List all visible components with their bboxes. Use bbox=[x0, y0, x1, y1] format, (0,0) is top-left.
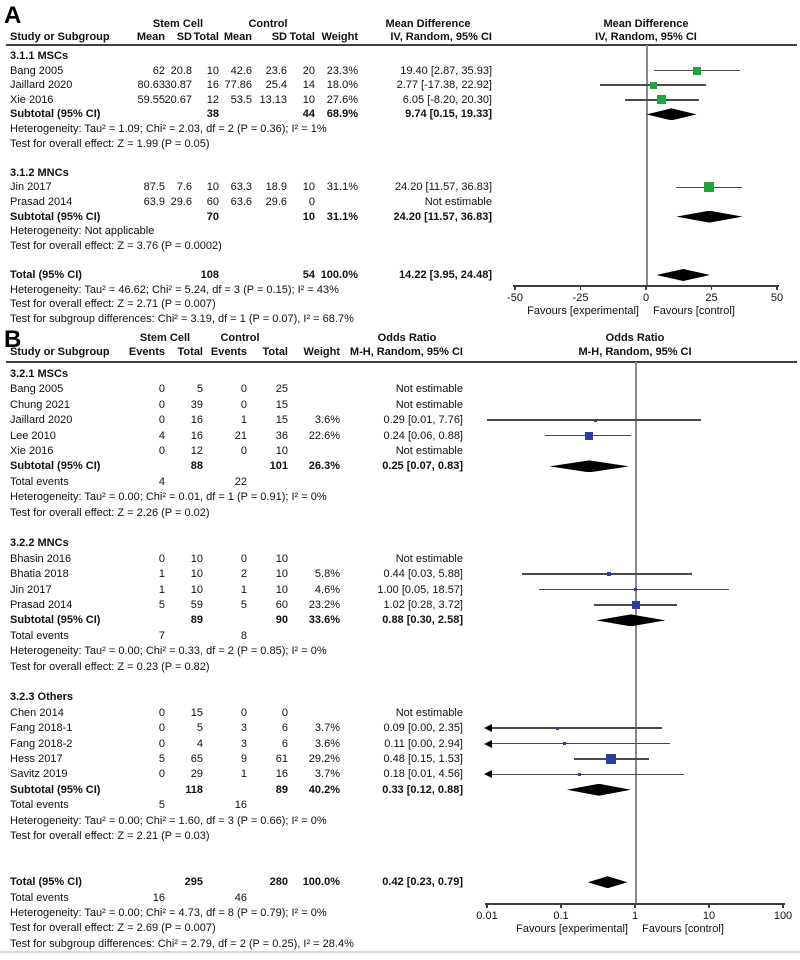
stats-text: Test for subgroup differences: Chi² = 3.19, df = 1 (P = 0.07), I² = 68.7% bbox=[10, 312, 354, 325]
cell-value: 22.6% bbox=[308, 429, 340, 442]
cell-value: 16 bbox=[190, 414, 203, 427]
panel-a-group-header-control: Control bbox=[248, 18, 288, 30]
ci-text: 0.24 [0.06, 0.88] bbox=[383, 429, 463, 442]
total-events-value: 7 bbox=[158, 629, 165, 642]
cell-value: 100.0% bbox=[302, 876, 340, 889]
effect-marker bbox=[704, 182, 714, 192]
subtotal-label: Subtotal (95% CI) bbox=[10, 108, 101, 121]
cell-value: 63.9 bbox=[143, 196, 165, 208]
study-label: Chung 2021 bbox=[10, 398, 70, 411]
cell-value: 20.67 bbox=[164, 93, 192, 106]
favours-left-label: Favours [experimental] bbox=[516, 923, 628, 935]
cell-value: 100.0% bbox=[320, 269, 358, 281]
effect-marker bbox=[594, 419, 597, 422]
panel-a-group-header-stem-cell: Stem Cell bbox=[152, 18, 204, 30]
cell-value: 63.6 bbox=[230, 196, 252, 208]
cell-value: 4 bbox=[196, 737, 203, 750]
total-events-value: 46 bbox=[234, 891, 247, 904]
axis-tick bbox=[782, 903, 784, 908]
cell-value: 0 bbox=[240, 552, 247, 565]
panel-a-header-rule bbox=[6, 44, 797, 46]
axis-tick bbox=[514, 285, 516, 290]
panel-b-plot-method-header: M-H, Random, 95% CI bbox=[578, 346, 692, 358]
subtotal-label: Subtotal (95% CI) bbox=[10, 783, 101, 796]
total-events-label: Total events bbox=[10, 629, 69, 642]
cell-value: 0 bbox=[240, 445, 247, 457]
cell-value: 89 bbox=[190, 614, 203, 627]
cell-value: 3.7% bbox=[314, 768, 340, 781]
study-label: Bhatia 2018 bbox=[10, 568, 69, 581]
cell-value: 10 bbox=[302, 93, 315, 106]
axis-tick bbox=[711, 285, 713, 290]
cell-value: 5 bbox=[240, 599, 247, 611]
panel-b-label: B bbox=[4, 326, 22, 353]
effect-marker bbox=[650, 82, 657, 89]
subtotal-label: Subtotal (95% CI) bbox=[10, 210, 101, 223]
stats-text: Test for overall effect: Z = 3.76 (P = 0.0002) bbox=[10, 239, 222, 252]
stats-text: Heterogeneity: Tau² = 0.00; Chi² = 1.60, df = 3 (P = 0.66); I² = 0% bbox=[10, 814, 327, 827]
col-header-weight-a: Weight bbox=[321, 31, 358, 43]
panel-a-study-col-header: Study or Subgroup bbox=[10, 31, 110, 43]
axis-tick bbox=[634, 903, 636, 908]
ci-text: 0.11 [0.00, 2.94] bbox=[384, 737, 463, 750]
cell-value: 20 bbox=[302, 64, 315, 77]
ci-text: 0.18 [0.01, 4.56] bbox=[383, 768, 463, 781]
cell-value: 12 bbox=[190, 445, 203, 457]
cell-value: 7.6 bbox=[176, 181, 192, 194]
cell-value: 14 bbox=[302, 79, 315, 92]
cell-value: 18.9 bbox=[265, 181, 287, 194]
subgroup-header: 3.1.1 MSCs bbox=[10, 50, 69, 62]
cell-value: 15 bbox=[275, 398, 288, 411]
axis-tick bbox=[560, 903, 562, 908]
total-events-label: Total events bbox=[10, 891, 69, 904]
ci-text: Not estimable bbox=[395, 552, 463, 565]
cell-value: 10 bbox=[190, 583, 203, 596]
stats-text: Heterogeneity: Tau² = 46.62; Chi² = 5.24, df = 3 (P = 0.15); I² = 43% bbox=[10, 283, 339, 296]
subgroup-header: 3.1.2 MNCs bbox=[10, 166, 69, 179]
favours-left-label: Favours [experimental] bbox=[527, 305, 639, 317]
cell-value: 4 bbox=[158, 429, 165, 442]
cell-value: 5 bbox=[158, 599, 165, 611]
ci-text: 0.42 [0.23, 0.79] bbox=[382, 876, 463, 889]
cell-value: 5 bbox=[196, 383, 203, 396]
col-header-total-control-a: Total bbox=[289, 31, 315, 43]
cell-value: 60 bbox=[275, 599, 288, 611]
ci-text: Not estimable bbox=[395, 706, 463, 719]
total-label: Total (95% CI) bbox=[10, 269, 82, 281]
cell-value: 0 bbox=[240, 706, 247, 719]
study-label: Xie 2016 bbox=[10, 93, 54, 106]
study-label: Fang 2018-2 bbox=[10, 737, 73, 750]
axis-tick-label: 1 bbox=[631, 910, 639, 922]
study-label: Chen 2014 bbox=[10, 706, 64, 719]
cell-value: 0 bbox=[158, 445, 165, 457]
axis-tick-label: 0 bbox=[642, 292, 650, 304]
cell-value: 77.86 bbox=[224, 79, 252, 92]
col-header-mean-control-a: Mean bbox=[223, 31, 252, 43]
cell-value: 3 bbox=[240, 722, 247, 735]
subgroup-header: 3.2.3 Others bbox=[10, 691, 73, 704]
cell-value: 40.2% bbox=[308, 783, 340, 796]
subtotal-label: Subtotal (95% CI) bbox=[10, 460, 101, 473]
ci-text: Not estimable bbox=[395, 383, 463, 396]
ci-arrow-left bbox=[484, 740, 492, 748]
stats-text: Test for subgroup differences: Chi² = 2.79, df = 2 (P = 0.25), I² = 28.4% bbox=[10, 937, 354, 950]
cell-value: 29 bbox=[190, 768, 203, 781]
panel-b-group-header-control: Control bbox=[220, 332, 260, 344]
panel-b-method-header: M-H, Random, 95% CI bbox=[349, 346, 463, 358]
ci-text: 1.00 [0.05, 18.57] bbox=[377, 583, 463, 596]
cell-value: 87.5 bbox=[143, 181, 165, 194]
stats-text: Heterogeneity: Not applicable bbox=[10, 225, 155, 238]
cell-value: 0 bbox=[240, 383, 247, 396]
cell-value: 0 bbox=[240, 398, 247, 411]
study-label: Fang 2018-1 bbox=[10, 722, 73, 735]
effect-marker bbox=[634, 588, 637, 591]
ci-text: 1.02 [0.28, 3.72] bbox=[383, 599, 463, 611]
cell-value: 5.8% bbox=[314, 568, 340, 581]
stats-text: Test for overall effect: Z = 2.69 (P = 0.007) bbox=[10, 922, 216, 935]
cell-value: 70 bbox=[206, 210, 219, 223]
cell-value: 42.6 bbox=[230, 64, 252, 77]
cell-value: 16 bbox=[206, 79, 219, 92]
ci-arrow-left bbox=[484, 770, 492, 778]
cell-value: 31.1% bbox=[326, 181, 358, 194]
panel-a-effect-header: Mean Difference bbox=[385, 18, 471, 30]
cell-value: 0 bbox=[158, 414, 165, 427]
cell-value: 15 bbox=[190, 706, 203, 719]
cell-value: 118 bbox=[185, 783, 203, 796]
cell-value: 21 bbox=[234, 429, 247, 442]
cell-value: 68.9% bbox=[326, 108, 358, 121]
total-events-value: 4 bbox=[158, 475, 165, 488]
cell-value: 59.55 bbox=[137, 93, 165, 106]
cell-value: 2 bbox=[240, 568, 247, 581]
cell-value: 27.6% bbox=[326, 93, 358, 106]
pooled-diamond bbox=[596, 614, 665, 626]
cell-value: 33.6% bbox=[308, 614, 340, 627]
study-label: Jaillard 2020 bbox=[10, 414, 73, 427]
cell-value: 0 bbox=[158, 706, 165, 719]
col-header-total-stem-b: Total bbox=[177, 346, 203, 358]
stats-text: Heterogeneity: Tau² = 0.00; Chi² = 0.33, df = 2 (P = 0.85); I² = 0% bbox=[10, 645, 327, 658]
cell-value: 25 bbox=[275, 383, 288, 396]
axis-tick bbox=[486, 903, 488, 908]
effect-marker bbox=[607, 572, 611, 576]
stats-text: Test for overall effect: Z = 0.23 (P = 0.82) bbox=[10, 660, 210, 673]
effect-marker bbox=[632, 601, 640, 609]
cell-value: 1 bbox=[240, 768, 247, 781]
favours-right-label: Favours [control] bbox=[642, 923, 724, 935]
ci-text: 2.77 [-17.38, 22.92] bbox=[396, 79, 492, 92]
cell-value: 6 bbox=[281, 737, 288, 750]
cell-value: 1 bbox=[158, 583, 165, 596]
axis-tick-label: 0.1 bbox=[553, 910, 569, 922]
pooled-diamond bbox=[676, 211, 742, 223]
cell-value: 29.6 bbox=[170, 196, 192, 208]
axis-tick bbox=[645, 285, 647, 290]
cell-value: 4.6% bbox=[314, 583, 340, 596]
total-events-value: 16 bbox=[234, 799, 247, 812]
cell-value: 16 bbox=[190, 429, 203, 442]
figure-bottom-border bbox=[0, 951, 800, 953]
effect-marker bbox=[606, 754, 616, 764]
cell-value: 0 bbox=[308, 196, 315, 208]
axis-tick bbox=[708, 903, 710, 908]
cell-value: 10 bbox=[275, 583, 288, 596]
total-events-label: Total events bbox=[10, 475, 69, 488]
total-events-value: 16 bbox=[152, 891, 165, 904]
axis-tick-label: 0.01 bbox=[476, 910, 498, 922]
cell-value: 15 bbox=[275, 414, 288, 427]
cell-value: 1 bbox=[240, 414, 247, 427]
stats-text: Heterogeneity: Tau² = 0.00; Chi² = 4.73, df = 8 (P = 0.79); I² = 0% bbox=[10, 907, 327, 919]
panel-a-method-header: IV, Random, 95% CI bbox=[390, 31, 492, 43]
cell-value: 0 bbox=[281, 706, 288, 719]
ci-line bbox=[487, 774, 684, 776]
panel-a-plot-method-header: IV, Random, 95% CI bbox=[595, 31, 697, 43]
panel-b-header-rule bbox=[6, 361, 797, 363]
cell-value: 10 bbox=[302, 210, 315, 223]
effect-marker bbox=[693, 67, 701, 75]
col-header-sd-stem-a: SD bbox=[176, 31, 192, 43]
cell-value: 0 bbox=[158, 722, 165, 735]
axis-tick-label: 50 bbox=[770, 292, 784, 304]
total-label: Total (95% CI) bbox=[10, 876, 82, 889]
cell-value: 1 bbox=[158, 568, 165, 581]
cell-value: 10 bbox=[275, 568, 288, 581]
cell-value: 36 bbox=[275, 429, 288, 442]
cell-value: 3.7% bbox=[314, 722, 340, 735]
axis-tick bbox=[776, 285, 778, 290]
cell-value: 44 bbox=[302, 108, 315, 121]
cell-value: 101 bbox=[269, 460, 288, 473]
ci-arrow-left bbox=[484, 724, 492, 732]
ci-text: 0.44 [0.03, 5.88] bbox=[383, 568, 463, 581]
study-label: Jin 2017 bbox=[10, 583, 52, 596]
col-header-events-stem-b: Events bbox=[128, 346, 165, 358]
effect-marker bbox=[556, 727, 559, 730]
stats-text: Heterogeneity: Tau² = 0.00; Chi² = 0.01, df = 1 (P = 0.91); I² = 0% bbox=[10, 491, 327, 504]
ci-text: 6.05 [-8.20, 20.30] bbox=[402, 93, 492, 106]
ci-text: 9.74 [0.15, 19.33] bbox=[405, 108, 492, 121]
favours-right-label: Favours [control] bbox=[653, 305, 735, 317]
cell-value: 10 bbox=[190, 568, 203, 581]
cell-value: 59 bbox=[190, 599, 203, 611]
study-label: Bhasin 2016 bbox=[10, 552, 72, 565]
cell-value: 10 bbox=[190, 552, 203, 565]
null-effect-line bbox=[646, 45, 648, 285]
cell-value: 6 bbox=[281, 722, 288, 735]
cell-value: 54 bbox=[302, 269, 315, 281]
cell-value: 5 bbox=[196, 722, 203, 735]
cell-value: 29.2% bbox=[308, 753, 340, 765]
cell-value: 10 bbox=[302, 181, 315, 194]
cell-value: 88 bbox=[190, 460, 203, 473]
cell-value: 20.8 bbox=[170, 64, 192, 77]
axis-tick-label: 25 bbox=[705, 292, 718, 304]
cell-value: 31.1% bbox=[326, 210, 358, 223]
col-header-mean-stem-a: Mean bbox=[136, 31, 165, 43]
cell-value: 23.6 bbox=[265, 64, 287, 77]
panel-b-plot-effect-header: Odds Ratio bbox=[605, 332, 665, 344]
ci-text: 24.20 [11.57, 36.83] bbox=[394, 181, 492, 194]
study-label: Prasad 2014 bbox=[10, 599, 73, 611]
cell-value: 10 bbox=[206, 64, 219, 77]
cell-value: 0 bbox=[158, 737, 165, 750]
axis-tick-label: -50 bbox=[507, 292, 523, 304]
cell-value: 90 bbox=[275, 614, 288, 627]
cell-value: 0 bbox=[158, 398, 165, 411]
cell-value: 80.63 bbox=[137, 79, 165, 92]
axis-tick-label: 10 bbox=[702, 910, 716, 922]
cell-value: 280 bbox=[269, 876, 288, 889]
study-label: Jin 2017 bbox=[10, 181, 52, 194]
col-header-weight-b: Weight bbox=[303, 346, 340, 358]
cell-value: 60 bbox=[206, 196, 219, 208]
ci-line bbox=[487, 743, 670, 745]
pooled-diamond bbox=[646, 108, 696, 120]
stats-text: Test for overall effect: Z = 1.99 (P = 0.05) bbox=[10, 137, 210, 150]
cell-value: 10 bbox=[275, 445, 288, 457]
col-header-total-control-b: Total bbox=[262, 346, 288, 358]
cell-value: 3.6% bbox=[314, 737, 340, 750]
cell-value: 53.5 bbox=[230, 93, 252, 106]
cell-value: 30.87 bbox=[164, 79, 192, 92]
effect-marker bbox=[563, 742, 566, 745]
ci-text: 0.48 [0.15, 1.53] bbox=[383, 753, 463, 765]
stats-text: Test for overall effect: Z = 2.26 (P = 0.02) bbox=[10, 506, 210, 519]
pooled-diamond bbox=[550, 460, 629, 472]
cell-value: 0 bbox=[158, 383, 165, 396]
cell-value: 39 bbox=[190, 398, 203, 411]
pooled-diamond bbox=[656, 269, 710, 281]
study-label: Bang 2005 bbox=[10, 64, 64, 77]
cell-value: 23.3% bbox=[326, 64, 358, 77]
cell-value: 13.13 bbox=[259, 93, 287, 106]
stats-text: Heterogeneity: Tau² = 1.09; Chi² = 2.03, df = 2 (P = 0.36); I² = 1% bbox=[10, 123, 327, 135]
ci-text: Not estimable bbox=[424, 196, 492, 208]
cell-value: 16 bbox=[275, 768, 288, 781]
subgroup-header: 3.2.2 MNCs bbox=[10, 537, 69, 550]
pooled-diamond bbox=[567, 784, 631, 796]
ci-text: 24.20 [11.57, 36.83] bbox=[393, 210, 492, 223]
cell-value: 3 bbox=[240, 737, 247, 750]
cell-value: 25.4 bbox=[265, 79, 287, 92]
cell-value: 61 bbox=[275, 753, 288, 765]
cell-value: 10 bbox=[206, 181, 219, 194]
cell-value: 295 bbox=[184, 876, 203, 889]
panel-b-group-header-stem-cell: Stem Cell bbox=[139, 332, 191, 344]
study-label: Savitz 2019 bbox=[10, 768, 68, 781]
ci-text: 19.40 [2.87, 35.93] bbox=[400, 64, 492, 77]
panel-b-study-col-header: Study or Subgroup bbox=[10, 346, 110, 358]
col-header-events-control-b: Events bbox=[210, 346, 247, 358]
ci-text: 14.22 [3.95, 24.48] bbox=[399, 269, 492, 281]
cell-value: 3.6% bbox=[314, 414, 340, 427]
study-label: Prasad 2014 bbox=[10, 196, 73, 208]
ci-text: Not estimable bbox=[395, 445, 463, 457]
cell-value: 89 bbox=[275, 783, 288, 796]
total-events-value: 22 bbox=[234, 475, 247, 488]
cell-value: 0 bbox=[158, 768, 165, 781]
cell-value: 10 bbox=[275, 552, 288, 565]
panel-b-effect-header: Odds Ratio bbox=[377, 332, 437, 344]
total-events-value: 5 bbox=[158, 799, 165, 812]
axis-tick-label: -25 bbox=[572, 292, 589, 304]
col-header-sd-control-a: SD bbox=[271, 31, 287, 43]
effect-marker bbox=[657, 95, 666, 104]
cell-value: 5 bbox=[158, 753, 165, 765]
cell-value: 38 bbox=[206, 108, 219, 121]
study-label: Jaillard 2020 bbox=[10, 79, 73, 92]
subtotal-label: Subtotal (95% CI) bbox=[10, 614, 101, 627]
pooled-diamond bbox=[588, 876, 628, 888]
effect-marker bbox=[578, 773, 581, 776]
ci-text: 0.88 [0.30, 2.58] bbox=[382, 614, 463, 627]
ci-text: 0.29 [0.01, 7.76] bbox=[383, 414, 463, 427]
cell-value: 65 bbox=[190, 753, 203, 765]
axis-tick-label: 100 bbox=[773, 910, 793, 922]
ci-text: Not estimable bbox=[395, 398, 463, 411]
cell-value: 108 bbox=[200, 269, 219, 281]
col-header-total-stem-a: Total bbox=[193, 31, 219, 43]
cell-value: 1 bbox=[240, 583, 247, 596]
stats-text: Test for overall effect: Z = 2.71 (P = 0.007) bbox=[10, 298, 216, 311]
total-events-label: Total events bbox=[10, 799, 69, 812]
cell-value: 29.6 bbox=[265, 196, 287, 208]
total-events-value: 8 bbox=[240, 629, 247, 642]
cell-value: 23.2% bbox=[308, 599, 340, 611]
ci-text: 0.33 [0.12, 0.88] bbox=[382, 783, 463, 796]
null-effect-line bbox=[635, 362, 637, 903]
study-label: Xie 2016 bbox=[10, 445, 54, 457]
cell-value: 62 bbox=[152, 64, 165, 77]
cell-value: 12 bbox=[206, 93, 219, 106]
cell-value: 0 bbox=[158, 552, 165, 565]
cell-value: 18.0% bbox=[326, 79, 358, 92]
ci-text: 0.09 [0.00, 2.35] bbox=[383, 722, 463, 735]
ci-line bbox=[487, 727, 662, 729]
effect-marker bbox=[585, 432, 593, 440]
study-label: Bang 2005 bbox=[10, 383, 64, 396]
cell-value: 9 bbox=[240, 753, 247, 765]
cell-value: 26.3% bbox=[308, 460, 340, 473]
cell-value: 63.3 bbox=[230, 181, 252, 194]
stats-text: Test for overall effect: Z = 2.21 (P = 0.03) bbox=[10, 830, 210, 842]
ci-text: 0.25 [0.07, 0.83] bbox=[382, 460, 463, 473]
study-label: Lee 2010 bbox=[10, 429, 56, 442]
panel-a-label: A bbox=[4, 2, 22, 29]
panel-a-plot-effect-header: Mean Difference bbox=[603, 18, 689, 30]
subgroup-header: 3.2.1 MSCs bbox=[10, 368, 69, 380]
study-label: Hess 2017 bbox=[10, 753, 63, 765]
axis-tick bbox=[580, 285, 582, 290]
